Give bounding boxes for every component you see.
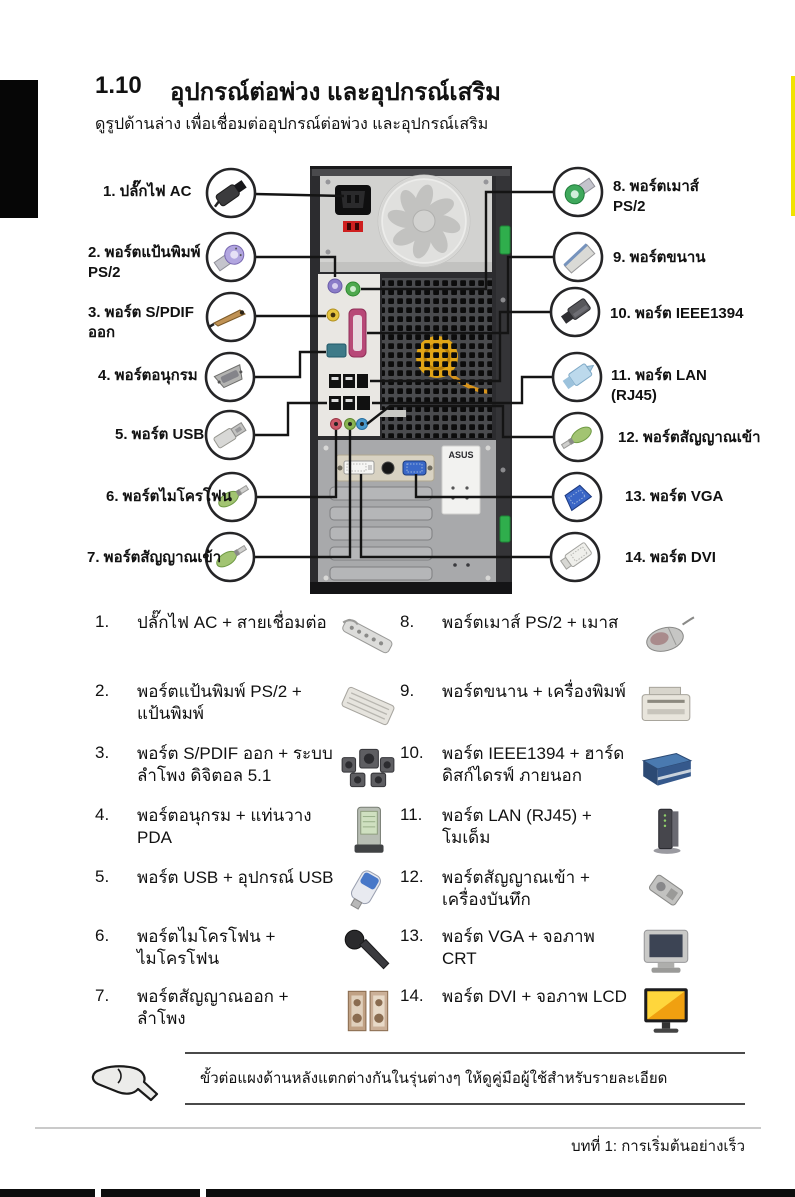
svg-text:ASUS: ASUS xyxy=(448,450,474,460)
callout-label-2: 2. พอร์ตแป้นพิมพ์ PS/2 xyxy=(88,244,201,281)
callout-label-9: 9. พอร์ตขนาน xyxy=(613,249,706,266)
footer-chapter: บทที่ 1: การเริ่มต้นอย่างเร็ว xyxy=(571,1138,745,1155)
bottom-bar-gap xyxy=(200,1189,206,1197)
asus-label xyxy=(442,446,480,514)
callout-label-14: 14. พอร์ต DVI xyxy=(625,549,716,566)
legend-item-9: 9. พอร์ตขนาน + เครื่องพิมพ์ xyxy=(400,681,695,731)
legend-item-6: 6. พอร์ตไมโครโฟน + ไมโครโฟน xyxy=(95,926,397,976)
legend-item-11: 11. พอร์ต LAN (RJ45) + โมเด็ม xyxy=(400,805,695,855)
digital-51-speakers-image xyxy=(339,743,397,793)
modem-image xyxy=(637,805,695,855)
serial-port xyxy=(327,344,346,357)
crt-monitor-image xyxy=(637,926,695,976)
legend-item-10: 10. พอร์ต IEEE1394 + ฮาร์ดดิสก์ไดรฟ์ ภายนอก xyxy=(400,743,695,793)
ieee1394-port xyxy=(357,374,368,388)
legend-item-4: 4. พอร์ตอนุกรม + แท่นวาง PDA xyxy=(95,805,397,855)
callout-label-8: 8. พอร์ตเมาส์ PS/2 xyxy=(613,178,699,215)
legend-item-2: 2. พอร์ตแป้นพิมพ์ PS/2 + แป้นพิมพ์ xyxy=(95,681,397,731)
audio-jacks xyxy=(331,419,368,430)
legend-item-8: 8. พอร์ตเมาส์ PS/2 + เมาส xyxy=(400,612,695,662)
bottom-edge-bar xyxy=(0,1189,795,1197)
printer-image xyxy=(637,681,695,731)
legend-item-7: 7. พอร์ตสัญญาณออก + ลำโพง xyxy=(95,986,397,1036)
callout-label-12: 12. พอร์ตสัญญาณเข้า xyxy=(618,429,761,446)
bottom-bar-gap xyxy=(95,1189,101,1197)
legend-item-1: 1. ปลั๊กไฟ AC + สายเชื่อมต่อ xyxy=(95,612,397,662)
callout-label-7: 7. พอร์ตสัญญาณเข้า xyxy=(87,549,222,566)
note-text: ขั้วต่อแผงด้านหลังแตกต่างกันในรุ่นต่างๆ ให้ดูคู่มือผู้ใช้สำหรับรายละเอียด xyxy=(200,1070,668,1087)
legend-item-13: 13. พอร์ต VGA + จอภาพ CRT xyxy=(400,926,695,976)
pda-image xyxy=(339,805,397,855)
psu-fan xyxy=(378,175,470,267)
callout-label-13: 13. พอร์ต VGA xyxy=(625,488,724,505)
callout-label-1: 1. ปลั๊กไฟ AC xyxy=(103,183,192,200)
chassis-clip xyxy=(500,516,510,542)
callout-label-10: 10. พอร์ต IEEE1394 xyxy=(610,305,744,322)
callout-label-6: 6. พอร์ตไมโครโฟน xyxy=(106,488,232,505)
section-intro: ดูรูปด้านล่าง เพื่อเชื่อมต่ออุปกรณ์ต่อพ่วง และอุปกรณ์เสริม xyxy=(95,116,489,133)
section-number: 1.10 xyxy=(95,72,142,99)
usb-device-image xyxy=(339,867,397,917)
keyboard-image xyxy=(339,681,397,731)
mouse-image xyxy=(637,612,695,662)
callout-label-5: 5. พอร์ต USB xyxy=(115,426,205,443)
callout-label-11: 11. พอร์ต LAN (RJ45) xyxy=(611,367,707,404)
svideo-port xyxy=(382,462,394,474)
microphone-image xyxy=(339,926,397,976)
legend-item-5: 5. พอร์ต USB + อุปกรณ์ USB xyxy=(95,867,397,917)
recorder-image xyxy=(637,867,695,917)
callout-label-3: 3. พอร์ต S/PDIF ออก xyxy=(88,304,194,341)
page-title: อุปกรณ์ต่อพ่วง และอุปกรณ์เสริม xyxy=(170,79,501,106)
vga-port xyxy=(403,461,426,475)
legend-item-3: 3. พอร์ต S/PDIF ออก + ระบบลำโพง ดิจิตอล 5.1 xyxy=(95,743,397,793)
power-strip-image xyxy=(339,612,397,662)
external-hdd-image xyxy=(637,743,695,793)
callout-label-4: 4. พอร์ตอนุกรม xyxy=(98,367,198,384)
ac-power-inlet xyxy=(335,185,371,215)
legend-item-12: 12. พอร์ตสัญญาณเข้า + เครื่องบันทึก xyxy=(400,867,695,917)
voltage-switch xyxy=(343,221,363,232)
speakers-image xyxy=(339,986,397,1036)
note-top-rule xyxy=(185,1052,745,1054)
lan-port xyxy=(357,396,370,410)
legend-item-14: 14. พอร์ต DVI + จอภาพ LCD xyxy=(400,986,695,1036)
footer-rule xyxy=(35,1127,761,1129)
note-bottom-rule xyxy=(185,1103,745,1105)
lcd-monitor-image xyxy=(637,986,695,1036)
chassis-clip xyxy=(500,226,510,254)
pointing-hand-icon xyxy=(88,1056,162,1108)
